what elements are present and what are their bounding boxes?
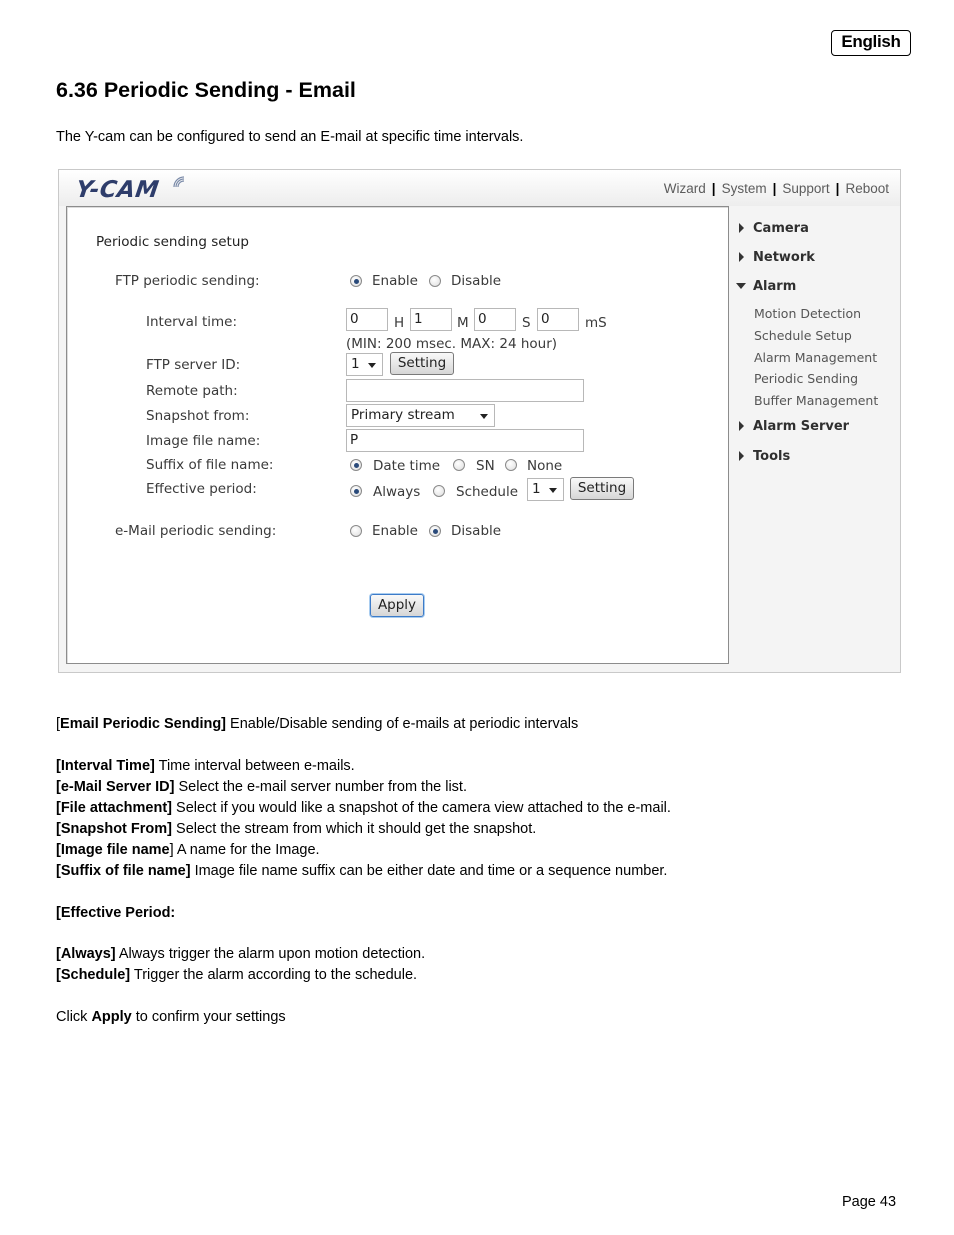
email-disable-label: Disable	[451, 523, 502, 539]
top-nav: Wizard | System | Support | Reboot	[663, 181, 889, 196]
suffix-date-radio[interactable]	[350, 459, 362, 471]
server-id-select[interactable]	[346, 353, 383, 376]
nav-reboot-link[interactable]: Reboot	[845, 181, 889, 196]
email-enable-label: Enable	[372, 523, 418, 539]
desc-file-attachment: [File attachment] Select if you would like a snapshot of the camera view attached to the e-mail.	[56, 800, 671, 816]
interval-hint: (MIN: 200 msec. MAX: 24 hour)	[346, 336, 558, 352]
effective-schedule-label: Schedule	[456, 484, 519, 500]
suffix-none-label: None	[527, 458, 563, 474]
image-name-input[interactable]: P	[346, 429, 584, 452]
ftp-periodic-label: FTP periodic sending:	[115, 273, 260, 289]
nav-alarm-management[interactable]: Alarm Management	[754, 350, 878, 365]
expand-arrow-icon	[739, 451, 744, 461]
setup-title: Periodic sending setup	[96, 234, 249, 250]
schedule-select[interactable]	[527, 478, 564, 501]
expand-arrow-icon	[739, 421, 744, 431]
email-disable-radio[interactable]	[429, 525, 441, 537]
remote-path-label: Remote path:	[146, 383, 238, 399]
email-periodic-label: e-Mail periodic sending:	[115, 523, 277, 539]
section-title: 6.36 Periodic Sending - Email	[56, 78, 356, 102]
snapshot-from-select[interactable]	[346, 404, 495, 427]
ui-header	[59, 170, 900, 206]
effective-always-label: Always	[373, 484, 421, 500]
nav-motion-detection[interactable]: Motion Detection	[754, 306, 862, 321]
expand-arrow-icon	[739, 223, 744, 233]
desc-email-sending: [Email Periodic Sending] Enable/Disable sending of e-mails at periodic intervals	[56, 716, 579, 732]
wireless-icon	[172, 175, 186, 189]
ftp-disable-radio[interactable]	[429, 275, 441, 287]
apply-button[interactable]: Apply	[370, 594, 424, 617]
nav-buffer-management[interactable]: Buffer Management	[754, 393, 879, 408]
server-setting-button[interactable]: Setting	[390, 352, 454, 375]
language-badge: English	[831, 30, 911, 56]
schedule-setting-button[interactable]: Setting	[570, 477, 634, 500]
nav-alarm[interactable]: Alarm	[753, 279, 797, 294]
suffix-label: Suffix of file name:	[146, 457, 274, 473]
effective-period-label: Effective period:	[146, 481, 257, 497]
desc-interval-time: [Interval Time] Time interval between e-mails.	[56, 758, 355, 774]
ms-unit: mS	[585, 315, 607, 331]
interval-second-input[interactable]: 0	[474, 308, 516, 331]
suffix-sn-label: SN	[476, 458, 495, 474]
settings-panel	[66, 206, 729, 664]
nav-wizard-link[interactable]: Wizard	[663, 181, 706, 196]
image-name-label: Image file name:	[146, 433, 261, 449]
interval-minute-input[interactable]: 1	[410, 308, 452, 331]
chevron-down-icon	[480, 414, 488, 419]
desc-suffix: [Suffix of file name] Image file name suffix can be either date and time or a sequence number.	[56, 863, 668, 879]
second-unit: S	[522, 315, 531, 331]
nav-system-link[interactable]: System	[721, 181, 767, 196]
nav-network[interactable]: Network	[753, 250, 815, 265]
email-enable-radio[interactable]	[350, 525, 362, 537]
server-id-label: FTP server ID:	[146, 357, 241, 373]
nav-support-link[interactable]: Support	[782, 181, 830, 196]
intro-text: The Y-cam can be configured to send an E-mail at specific time intervals.	[56, 129, 524, 145]
suffix-date-label: Date time	[373, 458, 441, 474]
nav-camera[interactable]: Camera	[753, 221, 809, 236]
expand-arrow-icon	[739, 252, 744, 262]
ftp-enable-radio[interactable]	[350, 275, 362, 287]
camera-ui-screenshot	[58, 169, 901, 673]
interval-ms-input[interactable]: 0	[537, 308, 579, 331]
interval-hour-input[interactable]: 0	[346, 308, 388, 331]
remote-path-input[interactable]	[346, 379, 584, 402]
suffix-sn-radio[interactable]	[453, 459, 465, 471]
hour-unit: H	[394, 315, 405, 331]
nav-tools[interactable]: Tools	[753, 449, 791, 464]
desc-server-id: [e-Mail Server ID] Select the e-mail server number from the list.	[56, 779, 467, 795]
desc-schedule: [Schedule] Trigger the alarm according to the schedule.	[56, 967, 418, 983]
ftp-disable-label: Disable	[451, 273, 502, 289]
ftp-enable-label: Enable	[372, 273, 418, 289]
nav-schedule-setup[interactable]: Schedule Setup	[754, 328, 852, 343]
server-id-value: 1	[351, 356, 360, 372]
desc-image-file-name: [Image file name] A name for the Image.	[56, 842, 320, 858]
minute-unit: M	[457, 315, 469, 331]
ycam-logo: Y-CAM	[74, 177, 161, 203]
chevron-down-icon	[549, 488, 557, 493]
desc-click-apply: Click Apply to confirm your settings	[56, 1009, 286, 1025]
schedule-value: 1	[532, 481, 541, 497]
page-number: Page 43	[842, 1194, 897, 1210]
desc-always: [Always] Always trigger the alarm upon motion detection.	[56, 946, 426, 962]
collapse-arrow-icon	[736, 283, 746, 289]
suffix-none-radio[interactable]	[505, 459, 517, 471]
interval-time-label: Interval time:	[146, 314, 238, 330]
desc-effective-period: [Effective Period:	[56, 905, 176, 921]
nav-alarm-server[interactable]: Alarm Server	[753, 419, 850, 434]
effective-always-radio[interactable]	[350, 485, 362, 497]
nav-periodic-sending[interactable]: Periodic Sending	[754, 371, 859, 386]
snapshot-from-value: Primary stream	[351, 407, 455, 423]
effective-schedule-radio[interactable]	[433, 485, 445, 497]
chevron-down-icon	[368, 363, 376, 368]
desc-snapshot-from: [Snapshot From] Select the stream from which it should get the snapshot.	[56, 821, 537, 837]
snapshot-from-label: Snapshot from:	[146, 408, 250, 424]
